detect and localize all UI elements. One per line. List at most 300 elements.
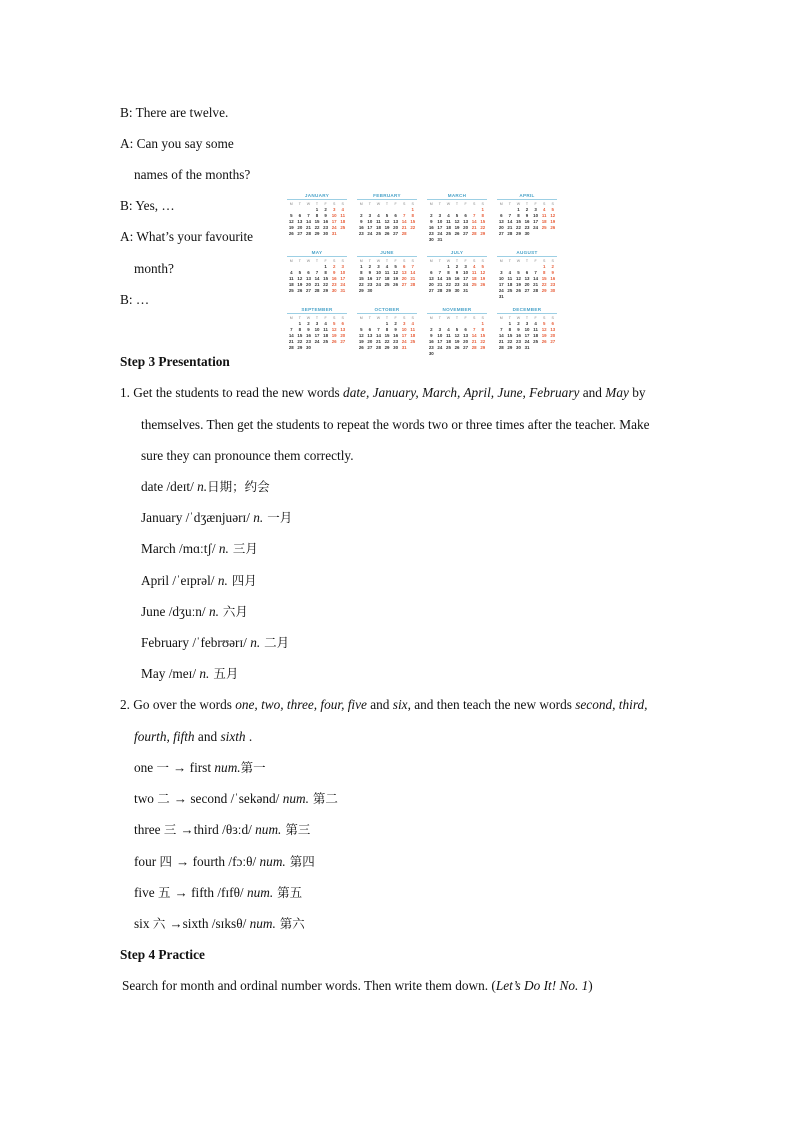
vocab-pos: n. bbox=[217, 572, 228, 588]
vocab-word: January /ˈdʒænjuərɪ/ bbox=[141, 510, 254, 526]
weekday-initial: T bbox=[315, 259, 319, 263]
calendar-day: 10 bbox=[437, 219, 443, 224]
calendar-day: 11 bbox=[507, 276, 513, 281]
item1-prefix: 1. Get the students to read the new words bbox=[120, 385, 344, 400]
calendar-day bbox=[400, 288, 409, 294]
calendar-day: 15 bbox=[410, 219, 416, 224]
calendar-day: 2 bbox=[455, 264, 459, 269]
calendar-day: 25 bbox=[533, 339, 539, 344]
calendar-day: 14 bbox=[507, 219, 513, 224]
calendar-day: 3 bbox=[315, 321, 319, 326]
weekday-initial: S bbox=[402, 259, 406, 263]
ordinal-chinese-word: 第五 bbox=[273, 884, 303, 900]
weekday-initial: W bbox=[306, 202, 311, 206]
calendar-day: 6 bbox=[394, 213, 397, 218]
calendar-day: 28 bbox=[471, 345, 477, 350]
calendar-day: 25 bbox=[471, 282, 477, 287]
calendar-day bbox=[548, 345, 557, 351]
calendar-day: 7 bbox=[377, 327, 380, 332]
calendar-day: 5 bbox=[298, 270, 302, 275]
calendar-day: 6 bbox=[298, 213, 302, 218]
calendar-day: 20 bbox=[428, 282, 434, 287]
vocab-chinese: 一月 bbox=[263, 510, 293, 526]
calendar-day: 24 bbox=[340, 282, 346, 287]
calendar-day: 7 bbox=[534, 270, 537, 275]
calendar-month-name: APRIL bbox=[497, 193, 557, 200]
weekday-initial: W bbox=[376, 202, 381, 206]
calendar-day bbox=[453, 237, 462, 243]
calendar-day: 17 bbox=[437, 339, 443, 344]
calendar-day: 29 bbox=[541, 288, 547, 293]
calendar-month-name: JULY bbox=[427, 250, 487, 257]
calendar-day: 22 bbox=[323, 282, 329, 287]
calendar-day: 15 bbox=[446, 276, 451, 281]
calendar-day: 9 bbox=[517, 327, 520, 332]
calendar-day: 30 bbox=[323, 231, 329, 236]
ordinal-pos: num. bbox=[282, 791, 309, 807]
calendar-month bbox=[427, 250, 487, 303]
calendar-day: 18 bbox=[384, 276, 390, 281]
calendar-day: 10 bbox=[376, 270, 381, 275]
calendar-day bbox=[408, 345, 417, 351]
calendar-day: 3 bbox=[402, 321, 406, 326]
calendar-day: 22 bbox=[541, 282, 547, 287]
weekday-initial: S bbox=[411, 316, 414, 320]
calendar-month bbox=[427, 307, 487, 360]
weekday-initial: F bbox=[464, 202, 467, 206]
calendar-day: 18 bbox=[507, 282, 513, 287]
ordinal-chinese: 一 bbox=[156, 760, 174, 775]
weekday-initial: T bbox=[438, 316, 441, 320]
calendar-month-name: MARCH bbox=[427, 193, 487, 200]
calendar-month bbox=[357, 250, 417, 303]
calendar-day: 13 bbox=[498, 219, 504, 224]
vocab-chinese: 三月 bbox=[228, 541, 258, 557]
weekday-initial: T bbox=[525, 202, 529, 206]
ordinal-item bbox=[134, 791, 338, 807]
calendar-day: 18 bbox=[288, 282, 294, 287]
calendar-month-name: FEBRUARY bbox=[357, 193, 417, 200]
calendar-day: 22 bbox=[297, 339, 303, 344]
calendar-day: 14 bbox=[288, 333, 294, 338]
item2-end: . bbox=[245, 729, 253, 744]
calendar-month bbox=[427, 193, 487, 246]
calendar-day: 23 bbox=[428, 345, 434, 350]
calendar-day: 25 bbox=[376, 231, 381, 236]
weekday-initial: T bbox=[368, 202, 371, 206]
calendar-day: 11 bbox=[323, 327, 328, 332]
calendar-day: 3 bbox=[464, 264, 467, 269]
calendar-day: 22 bbox=[384, 339, 390, 344]
ordinal-item bbox=[134, 822, 310, 838]
calendar-day: 13 bbox=[463, 219, 469, 224]
calendar-day: 6 bbox=[430, 270, 433, 275]
calendar-day: 27 bbox=[367, 345, 373, 350]
weekday-initial: F bbox=[464, 259, 467, 263]
ordinal-pos: num. bbox=[246, 884, 274, 900]
calendar-day: 18 bbox=[340, 219, 346, 224]
calendar-day: 29 bbox=[480, 231, 486, 236]
weekday-initial: M bbox=[359, 259, 363, 263]
weekday-initial: S bbox=[332, 316, 336, 320]
ordinal-pos: num. bbox=[214, 760, 241, 775]
calendar-day: 6 bbox=[500, 213, 503, 218]
calendar-day: 21 bbox=[410, 276, 416, 281]
calendar-day: 23 bbox=[323, 225, 329, 230]
calendar-day: 7 bbox=[508, 213, 512, 218]
step3-item1-line1 bbox=[120, 385, 646, 401]
calendar-day bbox=[531, 294, 540, 300]
calendar-day: 27 bbox=[524, 288, 530, 293]
calendar-day: 2 bbox=[430, 327, 433, 332]
calendar-day: 29 bbox=[314, 231, 320, 236]
calendar-day: 1 bbox=[542, 264, 546, 269]
calendar-day: 11 bbox=[288, 276, 294, 281]
weekday-initial: W bbox=[376, 259, 381, 263]
calendar-day bbox=[514, 294, 523, 300]
calendar-day: 14 bbox=[306, 219, 311, 224]
calendar-day: 21 bbox=[401, 225, 407, 230]
item2-mid: , and then teach the new words bbox=[407, 697, 576, 712]
calendar-day: 17 bbox=[331, 219, 337, 224]
item1-words: date, January, March, April, June, February bbox=[343, 385, 580, 400]
calendar-day: 22 bbox=[314, 225, 320, 230]
calendar-day: 6 bbox=[525, 270, 529, 275]
calendar-day: 30 bbox=[367, 288, 373, 293]
calendar-day: 21 bbox=[306, 225, 311, 230]
calendar-day bbox=[321, 345, 330, 351]
calendar-day: 7 bbox=[307, 213, 310, 218]
calendar-day: 16 bbox=[516, 333, 521, 338]
calendar-day: 21 bbox=[498, 339, 504, 344]
calendar-day: 11 bbox=[340, 213, 346, 218]
calendar-month-name: AUGUST bbox=[497, 250, 557, 257]
calendar-day: 13 bbox=[401, 270, 407, 275]
weekday-initial: F bbox=[464, 316, 467, 320]
calendar-day: 9 bbox=[430, 219, 433, 224]
weekday-initial: T bbox=[508, 202, 511, 206]
calendar-day: 21 bbox=[533, 282, 539, 287]
calendar-week-row bbox=[357, 231, 417, 237]
calendar-day: 12 bbox=[358, 333, 364, 338]
calendar-day: 16 bbox=[393, 333, 399, 338]
calendar-day: 4 bbox=[290, 270, 293, 275]
calendar-day: 15 bbox=[297, 333, 303, 338]
vocab-chinese: 五月 bbox=[209, 666, 239, 682]
calendar-day: 7 bbox=[472, 213, 476, 218]
calendar-day: 21 bbox=[507, 225, 513, 230]
calendar-day: 9 bbox=[368, 270, 372, 275]
calendar-day: 15 bbox=[541, 276, 547, 281]
calendar-day bbox=[540, 294, 549, 300]
calendar-day: 5 bbox=[394, 264, 397, 269]
vocab-item bbox=[141, 666, 238, 682]
calendar-week-row bbox=[497, 231, 557, 237]
calendar-day: 30 bbox=[428, 351, 434, 356]
calendar-day: 20 bbox=[524, 282, 530, 287]
weekday-initial: T bbox=[508, 316, 511, 320]
calendar-day: 12 bbox=[454, 333, 460, 338]
calendar-day: 13 bbox=[306, 276, 311, 281]
weekday-initial: S bbox=[481, 259, 484, 263]
calendar-day: 12 bbox=[550, 213, 556, 218]
calendar-day: 27 bbox=[463, 231, 469, 236]
calendar-day: 24 bbox=[463, 282, 469, 287]
calendar-day: 7 bbox=[290, 327, 293, 332]
calendar-month bbox=[287, 193, 347, 246]
vocab-item bbox=[141, 479, 270, 495]
calendar-day: 4 bbox=[508, 270, 512, 275]
calendar-day: 30 bbox=[393, 345, 399, 350]
weekday-initial: S bbox=[411, 259, 414, 263]
weekday-initial: M bbox=[499, 259, 503, 263]
calendar-day: 31 bbox=[331, 231, 337, 236]
calendar-day: 10 bbox=[340, 270, 346, 275]
calendar-day: 4 bbox=[341, 207, 344, 212]
calendar-day bbox=[478, 237, 487, 243]
vocab-item bbox=[141, 635, 289, 651]
calendar-day: 20 bbox=[498, 225, 504, 230]
calendar-day: 1 bbox=[385, 321, 389, 326]
calendar-day: 13 bbox=[428, 276, 434, 281]
calendar-day: 1 bbox=[324, 264, 327, 269]
calendar-day: 4 bbox=[542, 207, 546, 212]
calendar-day: 28 bbox=[314, 288, 320, 293]
ordinal-base: one bbox=[134, 760, 157, 775]
calendar-week-row bbox=[357, 288, 417, 294]
calendar-day: 16 bbox=[306, 333, 311, 338]
calendar-day bbox=[383, 288, 392, 294]
step4-heading: Step 4 Practice bbox=[120, 947, 205, 962]
calendar-day: 29 bbox=[297, 345, 303, 350]
calendar-day: 1 bbox=[360, 264, 363, 269]
weekday-initial: F bbox=[324, 316, 327, 320]
calendar-day: 2 bbox=[525, 207, 529, 212]
calendar-day bbox=[330, 345, 339, 351]
calendar-day: 31 bbox=[498, 294, 504, 299]
calendar-day: 10 bbox=[498, 276, 504, 281]
calendar-day: 12 bbox=[331, 327, 337, 332]
calendar-day: 26 bbox=[454, 231, 460, 236]
calendar-day: 1 bbox=[481, 207, 484, 212]
calendar-day: 15 bbox=[480, 219, 486, 224]
calendar-day: 7 bbox=[402, 213, 406, 218]
weekday-initial: W bbox=[516, 316, 521, 320]
weekday-initial: M bbox=[289, 316, 293, 320]
calendar-month-name: OCTOBER bbox=[357, 307, 417, 314]
weekday-initial: S bbox=[411, 202, 414, 206]
calendar-day: 20 bbox=[393, 225, 399, 230]
calendar-day bbox=[461, 351, 470, 357]
calendar-month bbox=[497, 250, 557, 303]
calendar-day: 15 bbox=[314, 219, 320, 224]
dialogue-line-b3: B: … bbox=[120, 292, 150, 307]
calendar-day: 17 bbox=[376, 276, 381, 281]
calendar-day: 15 bbox=[516, 219, 521, 224]
calendar-day: 9 bbox=[332, 270, 336, 275]
ordinal-chinese: 二 bbox=[157, 791, 174, 807]
ordinal-chinese-word: 第二 bbox=[308, 791, 338, 807]
calendar-day: 17 bbox=[367, 225, 373, 230]
calendar-day bbox=[408, 231, 417, 237]
calendar-day: 20 bbox=[340, 333, 346, 338]
calendar-day: 31 bbox=[437, 237, 443, 242]
ordinal-item bbox=[134, 916, 305, 932]
step3-item1-line2: themselves. Then get the students to repeat the words two or three times after the teacher. Make bbox=[141, 417, 650, 432]
weekday-initial: S bbox=[481, 316, 484, 320]
calendar-day: 15 bbox=[323, 276, 329, 281]
calendar-month-name: SEPTEMBER bbox=[287, 307, 347, 314]
calendar-day: 7 bbox=[472, 327, 476, 332]
vocab-word: May /meɪ/ bbox=[141, 666, 200, 682]
ordinal-arrow-word: →third /θɜːd/ bbox=[180, 822, 256, 838]
vocab-word: June /dʒuːn/ bbox=[141, 603, 209, 619]
calendar-day: 23 bbox=[331, 282, 337, 287]
calendar-day: 25 bbox=[323, 339, 329, 344]
weekday-initial: F bbox=[534, 202, 537, 206]
calendar-week-row bbox=[287, 345, 347, 351]
weekday-initial: W bbox=[446, 316, 451, 320]
calendar-day: 7 bbox=[411, 264, 414, 269]
calendar-day: 8 bbox=[411, 213, 414, 218]
calendar-day: 2 bbox=[368, 264, 372, 269]
calendar-day: 2 bbox=[307, 321, 310, 326]
calendar-day: 16 bbox=[428, 225, 434, 230]
calendar-day: 3 bbox=[377, 264, 380, 269]
calendar-day: 19 bbox=[541, 333, 547, 338]
weekday-initial: S bbox=[542, 316, 546, 320]
item2-words: one, two, three, four, five bbox=[235, 697, 367, 712]
weekday-initial: T bbox=[385, 316, 389, 320]
vocab-word: date /deɪt/ bbox=[141, 479, 198, 494]
calendar-day: 10 bbox=[314, 327, 320, 332]
calendar-day: 4 bbox=[377, 213, 380, 218]
calendar-day: 4 bbox=[324, 321, 327, 326]
calendar-day: 8 bbox=[298, 327, 302, 332]
calendar-day: 23 bbox=[367, 282, 373, 287]
item2-and: and bbox=[366, 697, 393, 712]
calendar-day: 9 bbox=[551, 270, 554, 275]
calendar-day: 25 bbox=[541, 225, 547, 230]
calendar-day: 5 bbox=[455, 213, 459, 218]
calendar-day: 9 bbox=[394, 327, 397, 332]
calendar-day: 2 bbox=[551, 264, 554, 269]
calendar-day: 6 bbox=[402, 264, 406, 269]
calendar-month-name: NOVEMBER bbox=[427, 307, 487, 314]
calendar-day: 1 bbox=[508, 321, 512, 326]
calendar-day: 18 bbox=[533, 333, 539, 338]
calendar-day: 16 bbox=[428, 339, 434, 344]
ordinal-chinese: 三 bbox=[163, 822, 181, 838]
calendar-day: 28 bbox=[437, 288, 443, 293]
calendar-day: 8 bbox=[360, 270, 363, 275]
calendar-day: 24 bbox=[376, 282, 381, 287]
weekday-initial: T bbox=[455, 316, 459, 320]
calendar-day: 26 bbox=[384, 231, 390, 236]
calendar-day bbox=[470, 351, 479, 357]
calendar-day: 1 bbox=[481, 321, 484, 326]
weekday-initial: W bbox=[446, 259, 451, 263]
dialogue-line-a1: A: Can you say some bbox=[120, 136, 234, 151]
calendar-day: 20 bbox=[297, 225, 303, 230]
calendar-day: 8 bbox=[481, 327, 484, 332]
calendar-month-name: MAY bbox=[287, 250, 347, 257]
weekday-initial: S bbox=[341, 259, 344, 263]
calendar-day: 20 bbox=[367, 339, 373, 344]
calendar-month-name: JANUARY bbox=[287, 193, 347, 200]
calendar-day: 25 bbox=[446, 345, 451, 350]
calendar-day: 14 bbox=[498, 333, 504, 338]
calendar-week-row bbox=[427, 237, 487, 243]
weekday-initial: S bbox=[472, 259, 476, 263]
calendar-day: 4 bbox=[385, 264, 389, 269]
calendar-day: 18 bbox=[410, 333, 416, 338]
vocab-chinese: 四月 bbox=[227, 572, 257, 588]
calendar-day: 27 bbox=[393, 231, 399, 236]
calendar-day bbox=[470, 288, 479, 294]
item2-six: six bbox=[392, 697, 408, 712]
calendar-day bbox=[548, 294, 557, 300]
calendar-day: 8 bbox=[517, 213, 520, 218]
weekday-initial: T bbox=[438, 202, 441, 206]
ordinal-chinese-word: 第一 bbox=[240, 760, 266, 775]
calendar-day: 1 bbox=[315, 207, 319, 212]
calendar-day: 25 bbox=[410, 339, 416, 344]
calendar-month-name: DECEMBER bbox=[497, 307, 557, 314]
calendar-day: 17 bbox=[314, 333, 320, 338]
item2-words2: fourth, fifth bbox=[134, 729, 195, 744]
calendar-day: 15 bbox=[358, 276, 364, 281]
vocab-chinese: 六月 bbox=[218, 603, 248, 619]
calendar-day: 14 bbox=[314, 276, 320, 281]
ordinal-base: four bbox=[134, 853, 160, 869]
calendar-day: 23 bbox=[358, 231, 364, 236]
step3-item1-line3: sure they can pronounce them correctly. bbox=[141, 448, 354, 463]
ordinal-pos: num. bbox=[259, 853, 286, 869]
calendar-day: 25 bbox=[507, 288, 513, 293]
calendar-day: 26 bbox=[358, 345, 364, 350]
calendar-day: 11 bbox=[376, 219, 381, 224]
calendar-day: 25 bbox=[384, 282, 390, 287]
calendar-day: 3 bbox=[525, 321, 529, 326]
calendar-day: 8 bbox=[315, 213, 319, 218]
item2-new: second, third, bbox=[575, 697, 648, 712]
calendar-week-row bbox=[497, 345, 557, 351]
calendar-day: 28 bbox=[507, 231, 513, 236]
calendar-day: 12 bbox=[288, 219, 294, 224]
calendar-day: 24 bbox=[314, 339, 320, 344]
vocab-word: April /ˈeɪprəl/ bbox=[141, 572, 218, 588]
calendar-week-row bbox=[287, 288, 347, 294]
calendar-day: 9 bbox=[360, 219, 363, 224]
calendar-day: 5 bbox=[332, 321, 336, 326]
calendar-day bbox=[523, 294, 532, 300]
ordinal-pos: num. bbox=[255, 822, 282, 838]
item2-sixth: sixth bbox=[220, 729, 246, 744]
calendar-day: 17 bbox=[463, 276, 469, 281]
weekday-initial: T bbox=[298, 202, 301, 206]
item1-and: and bbox=[579, 385, 606, 400]
calendar-day: 3 bbox=[500, 270, 503, 275]
weekday-initial: S bbox=[551, 259, 554, 263]
ordinal-arrow-word: → second /ˈsekənd/ bbox=[173, 791, 283, 807]
calendar-day bbox=[313, 345, 322, 351]
weekday-initial: W bbox=[446, 202, 451, 206]
calendar-day: 10 bbox=[524, 327, 530, 332]
calendar-day: 26 bbox=[393, 282, 399, 287]
weekday-initial: F bbox=[534, 259, 537, 263]
calendar-day: 10 bbox=[331, 213, 337, 218]
